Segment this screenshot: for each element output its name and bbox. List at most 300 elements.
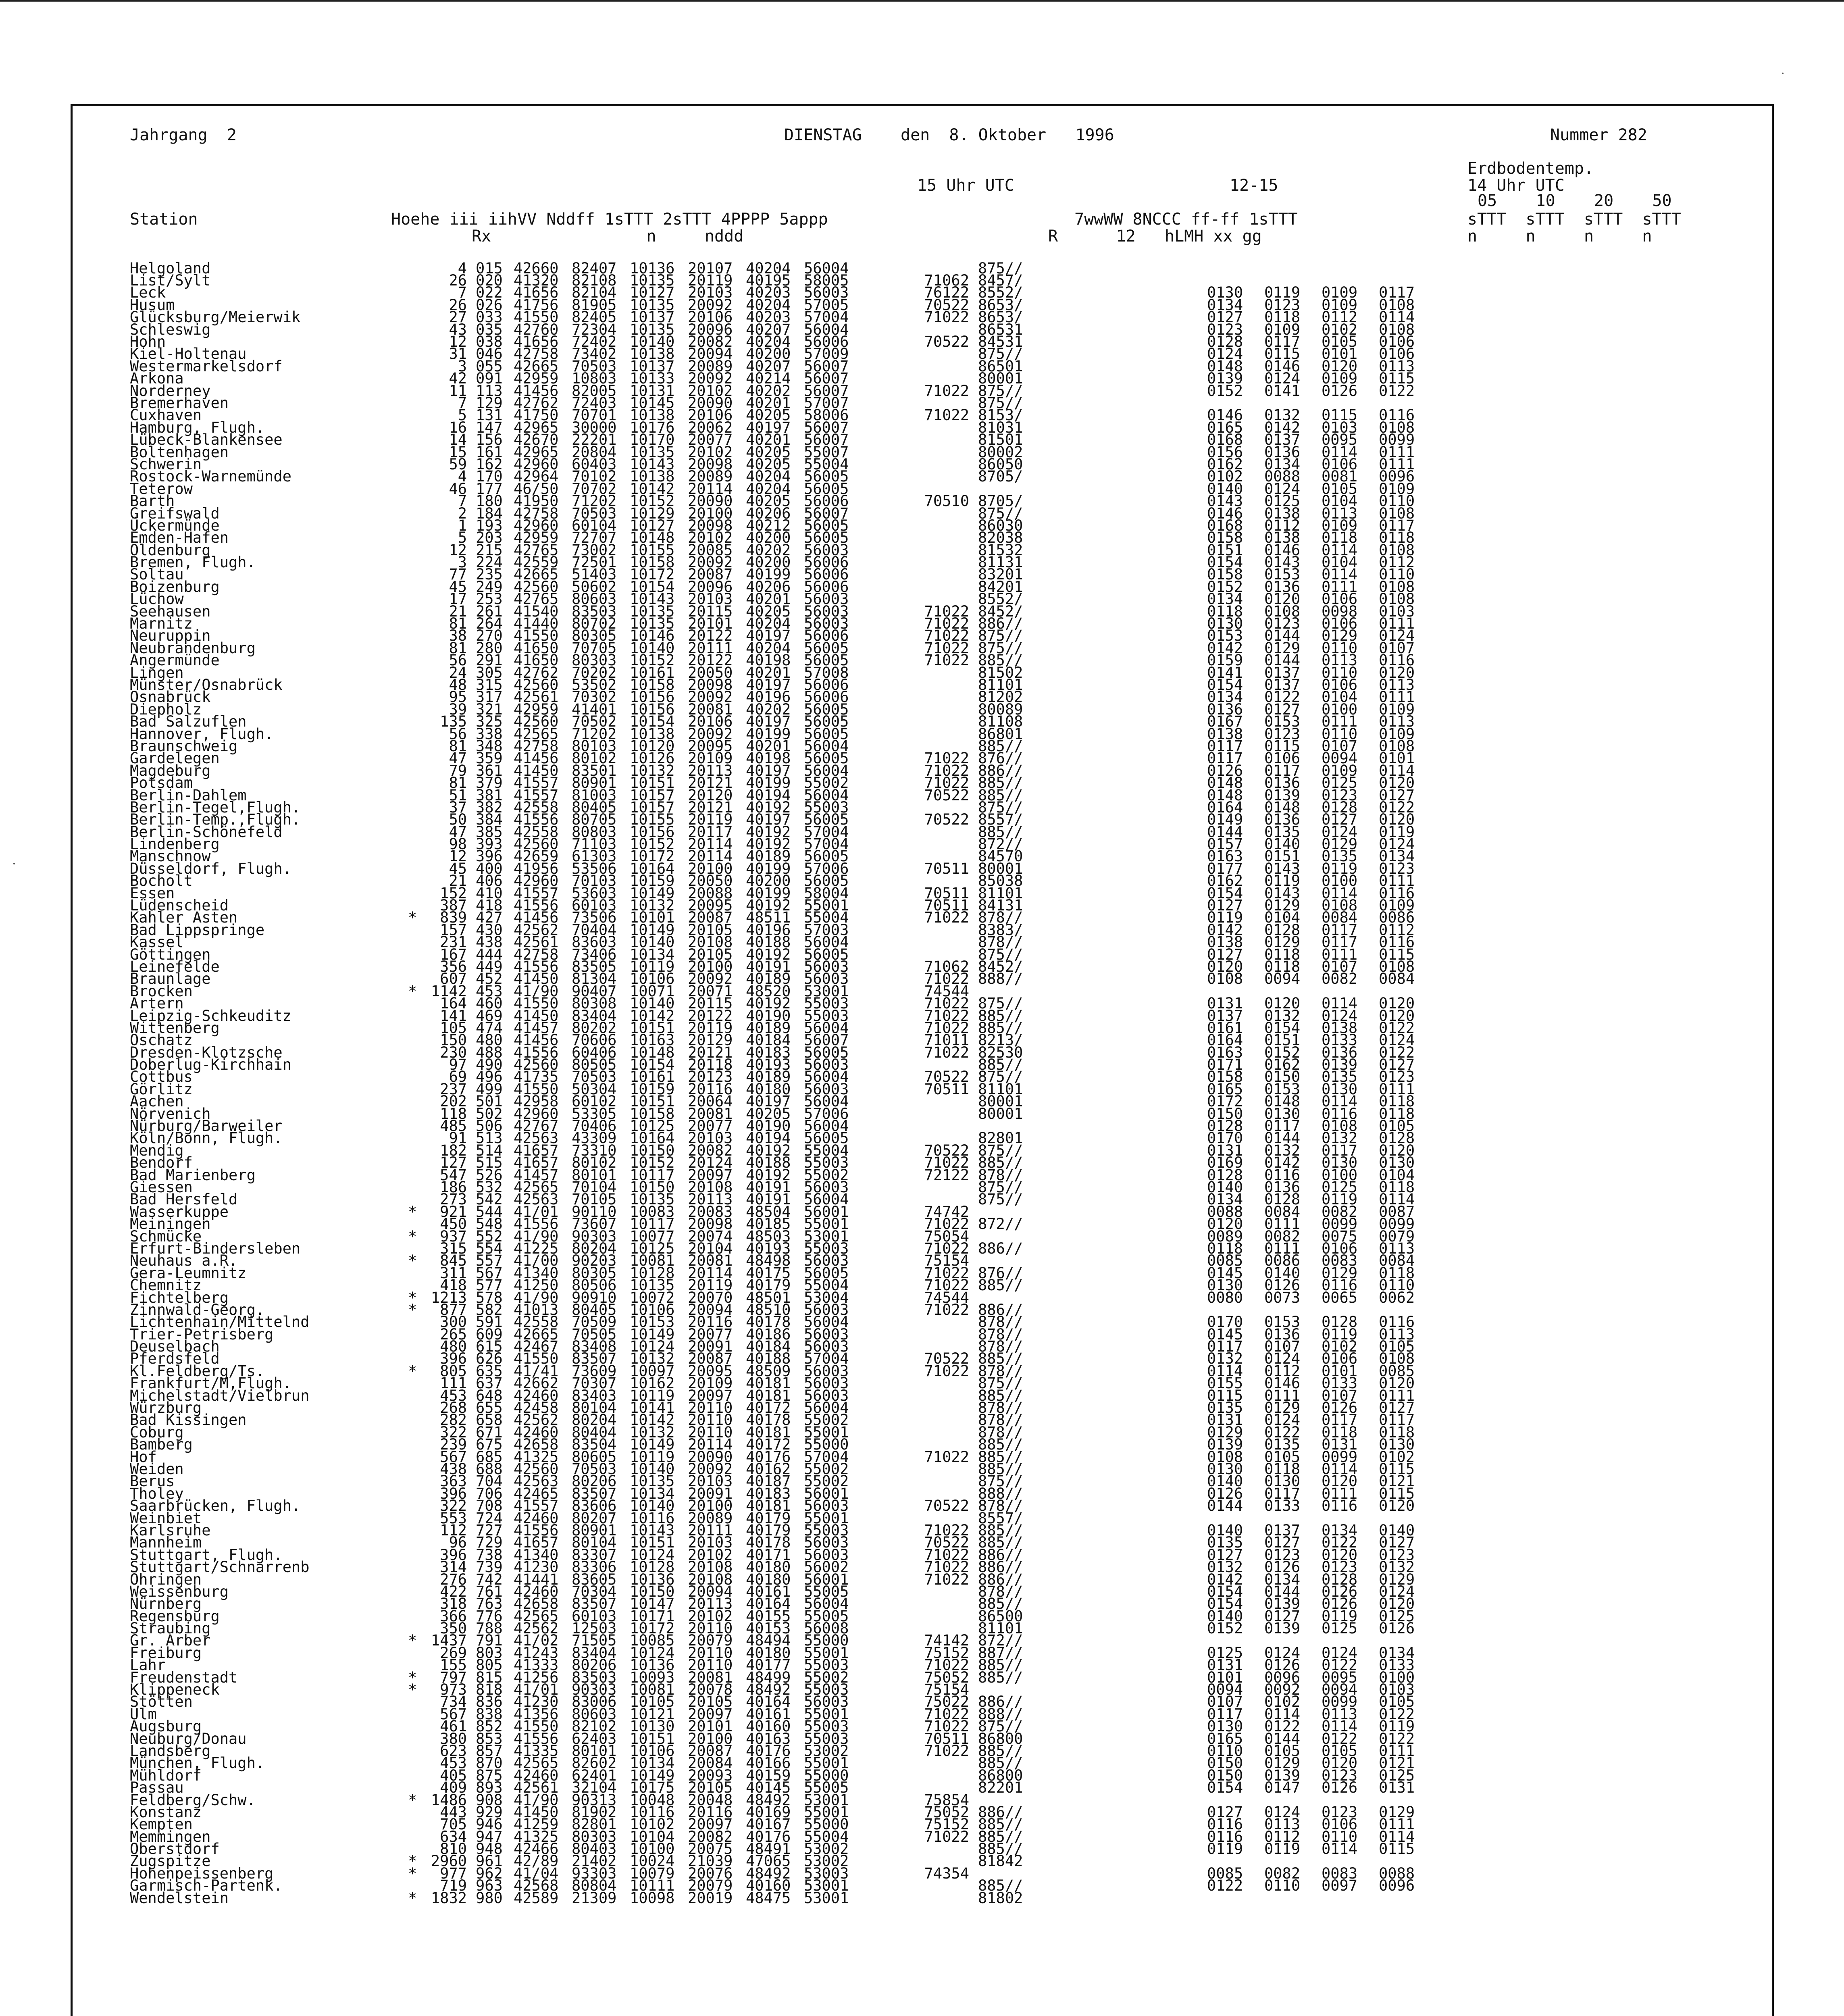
soil-temp-20cm: 0114: [1322, 884, 1358, 902]
group-iihvv: 41550: [514, 308, 559, 326]
group-5appp: 56004: [804, 321, 849, 338]
group-iihvv: 42563: [514, 1191, 559, 1208]
group-nddff: 70304: [572, 1583, 617, 1600]
group-iihvv: 41/90: [514, 982, 559, 1000]
station-height: 45: [449, 860, 467, 877]
column-soil-line1: sTTT sTTT sTTT sTTT: [1467, 210, 1681, 229]
soil-temp-5cm: 0148: [1207, 357, 1243, 375]
column-codes-line1: Hoehe iii iihVV Nddff 1sTTT 2sTTT 4PPPP 5appp: [391, 210, 828, 229]
station-name: Deuselbach: [130, 1338, 220, 1356]
group-5appp: 56005: [804, 750, 849, 767]
group-iihvv: 42765: [514, 590, 559, 608]
station-name: Düsseldorf, Flugh.: [130, 860, 291, 877]
group-2sttt: 20109: [688, 1375, 733, 1392]
soil-temp-20cm: 0105: [1322, 480, 1358, 498]
soil-temp-50cm: 0122: [1379, 798, 1415, 816]
group-4pppp: 40197: [746, 627, 791, 645]
station-index: 852: [476, 1718, 503, 1735]
group-8nccc: 84531: [978, 333, 1023, 351]
group-1sttt: 10150: [630, 1141, 675, 1159]
soil-temp-50cm: 0140: [1379, 1521, 1415, 1539]
group-8nccc: 8452/: [978, 958, 1023, 975]
soil-temp-5cm: 0138: [1207, 725, 1243, 743]
group-iihvv: 41/02: [514, 1632, 559, 1649]
group-4pppp: 40198: [746, 750, 791, 767]
soil-temp-50cm: 0125: [1379, 1766, 1415, 1784]
group-5appp: 55003: [804, 1681, 849, 1699]
station-name: Manschnow: [130, 848, 211, 865]
soil-temp-50cm: 0128: [1379, 1129, 1415, 1147]
group-nddff: 73506: [572, 909, 617, 927]
station-index: 962: [476, 1864, 503, 1882]
group-5appp: 57006: [804, 1105, 849, 1123]
group-2sttt: 20122: [688, 1007, 733, 1025]
station-name: Diepholz: [130, 700, 202, 718]
soil-temp-50cm: 0116: [1379, 1313, 1415, 1331]
group-5appp: 56004: [804, 737, 849, 755]
group-5appp: 53001: [804, 982, 849, 1000]
soil-temp-50cm: 0121: [1379, 1754, 1415, 1772]
group-5appp: 56003: [804, 615, 849, 633]
soil-temp-20cm: 0130: [1322, 1080, 1358, 1098]
station-name: Leipzig-Schkeuditz: [130, 1007, 291, 1025]
station-name: Kl.Feldberg/Ts.: [130, 1362, 265, 1380]
group-1sttt: 10170: [630, 431, 675, 449]
soil-temp-10cm: 0128: [1264, 1191, 1301, 1208]
soil-temp-5cm: 0146: [1207, 406, 1243, 424]
group-4pppp: 40175: [746, 1264, 791, 1282]
group-5appp: 56001: [804, 1570, 849, 1588]
station-name: Freiburg: [130, 1644, 202, 1662]
group-nddff: 70701: [572, 406, 617, 424]
table-row: [130, 835, 1767, 853]
soil-temp-5cm: 0135: [1207, 1534, 1243, 1552]
soil-temp-10cm: 0125: [1264, 492, 1301, 510]
column-soil-line2: n n n n: [1467, 227, 1652, 246]
group-5appp: 55000: [804, 1632, 849, 1649]
group-8nccc: 8557/: [978, 811, 1023, 829]
group-8nccc: 875//: [978, 394, 1023, 412]
group-2sttt: 20103: [688, 1534, 733, 1552]
soil-temp-10cm: 0143: [1264, 554, 1301, 571]
station-height: 26: [449, 296, 467, 314]
soil-temp-5cm: 0152: [1207, 1620, 1243, 1637]
group-5appp: 55003: [804, 1718, 849, 1735]
group-iihvv: 41656: [514, 333, 559, 351]
station-index: 325: [476, 713, 503, 731]
soil-temp-5cm: 0169: [1207, 1154, 1243, 1172]
group-1sttt: 10140: [630, 1460, 675, 1478]
soil-temp-20cm: 0109: [1322, 762, 1358, 779]
group-2sttt: 20120: [688, 786, 733, 804]
group-5appp: 55001: [804, 1423, 849, 1441]
group-1sttt: 10136: [630, 259, 675, 277]
group-4pppp: 40205: [746, 492, 791, 510]
group-1sttt: 10137: [630, 357, 675, 375]
station-height: 47: [449, 750, 467, 767]
group-5appp: 53003: [804, 1864, 849, 1882]
group-4pppp: 40188: [746, 933, 791, 951]
station-index: 836: [476, 1693, 503, 1711]
soil-temp-20cm: 0065: [1322, 1289, 1358, 1306]
soil-temp-50cm: 0120: [1379, 1497, 1415, 1515]
station-index: 591: [476, 1313, 503, 1331]
soil-temp-50cm: 0079: [1379, 1227, 1415, 1245]
group-1sttt: 10154: [630, 713, 675, 731]
group-nddff: 83501: [572, 762, 617, 779]
group-5appp: 53001: [804, 1877, 849, 1895]
station-index: 224: [476, 554, 503, 571]
group-1sttt: 10135: [630, 1472, 675, 1490]
station-height: 322: [440, 1423, 467, 1441]
group-7wwww: 71022: [924, 995, 969, 1012]
group-iihvv: 42465: [514, 1485, 559, 1502]
group-nddff: 20804: [572, 443, 617, 461]
station-name: Michelstadt/Vielbrun: [130, 1387, 310, 1404]
group-nddff: 22201: [572, 431, 617, 449]
group-iihvv: 41/90: [514, 1227, 559, 1245]
group-1sttt: 10152: [630, 835, 675, 853]
group-5appp: 56003: [804, 284, 849, 302]
group-iihvv: 41456: [514, 1031, 559, 1049]
group-iihvv: 41230: [514, 1558, 559, 1576]
group-5appp: 55003: [804, 1730, 849, 1747]
group-4pppp: 40204: [746, 296, 791, 314]
group-2sttt: 20062: [688, 419, 733, 436]
soil-temp-5cm: 0177: [1207, 860, 1243, 877]
soil-temp-10cm: 0136: [1264, 774, 1301, 792]
soil-temp-5cm: 0127: [1207, 1546, 1243, 1564]
table-row: [130, 1362, 1767, 1380]
group-2sttt: 20096: [688, 321, 733, 338]
group-1sttt: 10147: [630, 1595, 675, 1613]
soil-temp-50cm: 0099: [1379, 1215, 1415, 1233]
group-2sttt: 20094: [688, 345, 733, 363]
soil-temp-50cm: 0113: [1379, 1325, 1415, 1343]
group-1sttt: 10156: [630, 688, 675, 706]
group-8nccc: 885//: [978, 1460, 1023, 1478]
group-4pppp: 40179: [746, 1277, 791, 1294]
group-8nccc: 885//: [978, 1656, 1023, 1674]
soil-temp-10cm: 0148: [1264, 1093, 1301, 1110]
soil-temp-20cm: 0106: [1322, 590, 1358, 608]
group-iihvv: 41333: [514, 1656, 559, 1674]
group-8nccc: 81842: [978, 1852, 1023, 1870]
group-7wwww: 71022: [924, 1448, 969, 1466]
soil-temp-10cm: 0135: [1264, 823, 1301, 841]
group-4pppp: 40204: [746, 468, 791, 485]
station-name: Kempten: [130, 1816, 193, 1833]
group-2sttt: 20105: [688, 946, 733, 963]
group-1sttt: 10151: [630, 1730, 675, 1747]
soil-temp-50cm: 0111: [1379, 872, 1415, 890]
table-row: [130, 862, 1767, 875]
group-iihvv: 41450: [514, 1803, 559, 1821]
station-height: 15: [449, 443, 467, 461]
soil-temp-50cm: 0127: [1379, 1534, 1415, 1552]
group-1sttt: 10140: [630, 333, 675, 351]
group-4pppp: 40184: [746, 1338, 791, 1356]
soil-temp-10cm: 0117: [1264, 333, 1301, 351]
group-2sttt: 20092: [688, 296, 733, 314]
soil-temp-20cm: 0097: [1322, 1877, 1358, 1895]
soil-temp-5cm: 0119: [1207, 909, 1243, 927]
station-height: 95: [449, 688, 467, 706]
station-height: 276: [440, 1570, 467, 1588]
station-index: 815: [476, 1668, 503, 1686]
station-index: 788: [476, 1620, 503, 1637]
group-1sttt: 10132: [630, 1423, 675, 1441]
group-1sttt: 10085: [630, 1632, 675, 1649]
station-name: List/Sylt: [130, 272, 211, 289]
group-2sttt: 20098: [688, 516, 733, 534]
group-1sttt: 10079: [630, 1864, 675, 1882]
group-iihvv: 42560: [514, 1460, 559, 1478]
table-row: [130, 1080, 1767, 1098]
soil-temp-5cm: 0158: [1207, 566, 1243, 583]
soil-temp-5cm: 0117: [1207, 1338, 1243, 1356]
group-4pppp: 40189: [746, 1068, 791, 1086]
group-2sttt: 20117: [688, 823, 733, 841]
group-1sttt: 10135: [630, 321, 675, 338]
group-nddff: 70104: [572, 1179, 617, 1196]
group-nddff: 80104: [572, 1534, 617, 1552]
group-1sttt: 10153: [630, 1313, 675, 1331]
group-nddff: 60403: [572, 455, 617, 473]
group-iihvv: 42758: [514, 946, 559, 963]
station-height: 877: [440, 1301, 467, 1318]
group-nddff: 80204: [572, 1239, 617, 1257]
group-7wwww: 71022: [924, 652, 969, 669]
group-iihvv: 41557: [514, 884, 559, 902]
group-8nccc: 878//: [978, 1399, 1023, 1417]
soil-temp-20cm: 0117: [1322, 1141, 1358, 1159]
soil-temp-20cm: 0134: [1322, 1521, 1358, 1539]
group-nddff: 90303: [572, 1227, 617, 1245]
group-8nccc: 885//: [978, 1816, 1023, 1833]
station-height: 45: [449, 578, 467, 596]
group-8nccc: 81101: [978, 884, 1023, 902]
table-row: [130, 578, 1767, 596]
station-index: 379: [476, 774, 503, 792]
group-7wwww: 70522: [924, 1497, 969, 1515]
group-2sttt: 20104: [688, 1239, 733, 1257]
station-height: 21: [449, 872, 467, 890]
soil-temp-50cm: 0086: [1379, 909, 1415, 927]
station-height: 839: [440, 909, 467, 927]
group-iihvv: 41325: [514, 1448, 559, 1466]
group-4pppp: 40201: [746, 431, 791, 449]
group-5appp: 56004: [804, 1068, 849, 1086]
soil-temp-50cm: 0117: [1379, 1411, 1415, 1429]
group-4pppp: 40164: [746, 1693, 791, 1711]
station-name: Schwerin: [130, 455, 202, 473]
group-1sttt: 10157: [630, 798, 675, 816]
group-5appp: 55001: [804, 1705, 849, 1723]
soil-temp-5cm: 0154: [1207, 554, 1243, 571]
station-height: 4: [458, 259, 467, 277]
station-index: 305: [476, 664, 503, 681]
station-name: Garmisch-Partenk.: [130, 1877, 283, 1895]
group-1sttt: 10134: [630, 1754, 675, 1772]
group-4pppp: 40199: [746, 860, 791, 877]
group-nddff: 70105: [572, 1191, 617, 1208]
station-height: 1213: [431, 1289, 467, 1306]
soil-temp-5cm: 0117: [1207, 737, 1243, 755]
soil-temp-10cm: 0122: [1264, 1423, 1301, 1441]
group-5appp: 57007: [804, 394, 849, 412]
station-index: 499: [476, 1080, 503, 1098]
station-name: Seehausen: [130, 602, 211, 620]
group-7wwww: 70522: [924, 1068, 969, 1086]
group-7wwww: 74544: [924, 982, 969, 1000]
table-row: [130, 1607, 1767, 1625]
group-4pppp: 40186: [746, 1325, 791, 1343]
soil-temp-5cm: 0137: [1207, 1007, 1243, 1025]
group-4pppp: 40193: [746, 1239, 791, 1257]
station-height: 268: [440, 1399, 467, 1417]
jahrgang-label: Jahrgang 2: [130, 126, 237, 144]
station-height: 77: [449, 566, 467, 583]
group-iihvv: 41356: [514, 1705, 559, 1723]
group-4pppp: 48499: [746, 1668, 791, 1686]
group-iihvv: 41657: [514, 1141, 559, 1159]
group-iihvv: 41/90: [514, 1289, 559, 1306]
soil-temp-50cm: 0115: [1379, 1460, 1415, 1478]
station-index: 961: [476, 1852, 503, 1870]
group-4pppp: 48492: [746, 1864, 791, 1882]
soil-temp-20cm: 0083: [1322, 1864, 1358, 1882]
group-8nccc: 885//: [978, 786, 1023, 804]
group-8nccc: 8705/: [978, 492, 1023, 510]
group-nddff: 80803: [572, 823, 617, 841]
soil-temp-50cm: 0108: [1379, 958, 1415, 975]
soil-temp-50cm: 0112: [1379, 554, 1415, 571]
soil-temp-5cm: 0122: [1207, 1877, 1243, 1895]
soil-temp-10cm: 0136: [1264, 1325, 1301, 1343]
soil-temp-10cm: 0141: [1264, 382, 1301, 400]
soil-temp-20cm: 0107: [1322, 958, 1358, 975]
group-2sttt: 20096: [688, 578, 733, 596]
group-nddff: 53603: [572, 884, 617, 902]
soil-temp-20cm: 0117: [1322, 921, 1358, 939]
group-8nccc: 878//: [978, 1166, 1023, 1184]
station-name: Meiningen: [130, 1215, 211, 1233]
group-nddff: 83307: [572, 1546, 617, 1564]
group-4pppp: 40202: [746, 541, 791, 559]
group-nddff: 70302: [572, 688, 617, 706]
station-height: 311: [440, 1264, 467, 1282]
observation-time: 15 Uhr UTC: [917, 176, 1014, 195]
group-2sttt: 20092: [688, 554, 733, 571]
group-nddff: 82102: [572, 1718, 617, 1735]
soil-temp-5cm: 0129: [1207, 1423, 1243, 1441]
soil-temp-20cm: 0114: [1322, 541, 1358, 559]
group-8nccc: 885//: [978, 1668, 1023, 1686]
soil-temp-20cm: 0105: [1322, 333, 1358, 351]
group-1sttt: 10172: [630, 566, 675, 583]
station-height: 318: [440, 1595, 467, 1613]
table-row: [130, 1570, 1767, 1588]
soil-temp-5cm: 0134: [1207, 1191, 1243, 1208]
group-1sttt: 10151: [630, 774, 675, 792]
group-7wwww: 71022: [924, 1718, 969, 1735]
group-8nccc: 82038: [978, 529, 1023, 547]
soil-temp-50cm: 0111: [1379, 443, 1415, 461]
soil-temp-20cm: 0104: [1322, 492, 1358, 510]
group-2sttt: 20087: [688, 566, 733, 583]
station-height: 127: [440, 1154, 467, 1172]
group-iihvv: 42562: [514, 921, 559, 939]
group-nddff: 53305: [572, 1105, 617, 1123]
soil-temp-5cm: 0108: [1207, 970, 1243, 988]
table-row: [130, 357, 1767, 375]
group-nddff: 73406: [572, 946, 617, 963]
station-height: 69: [449, 1068, 467, 1086]
group-2sttt: 20106: [688, 308, 733, 326]
group-nddff: 83503: [572, 1668, 617, 1686]
station-name: Konstanz: [130, 1803, 202, 1821]
group-iihvv: 41335: [514, 1742, 559, 1760]
soil-temp-20cm: 0106: [1322, 1239, 1358, 1257]
group-4pppp: 40205: [746, 455, 791, 473]
table-row: [130, 431, 1767, 449]
group-iihvv: 41225: [514, 1239, 559, 1257]
soil-temp-5cm: 0145: [1207, 1325, 1243, 1343]
station-name: Nörvenich: [130, 1105, 211, 1123]
soil-temp-10cm: 0124: [1264, 370, 1301, 387]
group-1sttt: 10120: [630, 737, 675, 755]
group-4pppp: 40191: [746, 1179, 791, 1196]
group-iihvv: 42565: [514, 1607, 559, 1625]
table-row: [130, 786, 1767, 804]
group-8nccc: 84201: [978, 578, 1023, 596]
soil-temp-50cm: 0112: [1379, 921, 1415, 939]
group-4pppp: 48494: [746, 1632, 791, 1649]
soil-temp-20cm: 0126: [1322, 1779, 1358, 1797]
group-5appp: 56003: [804, 1375, 849, 1392]
group-4pppp: 48492: [746, 1791, 791, 1809]
soil-temp-20cm: 0118: [1322, 1423, 1358, 1441]
group-iihvv: 42670: [514, 431, 559, 449]
station-index: 453: [476, 982, 503, 1000]
group-2sttt: 20019: [688, 1889, 733, 1907]
group-2sttt: 20084: [688, 1754, 733, 1772]
station-index: 948: [476, 1840, 503, 1858]
group-nddff: 83606: [572, 1497, 617, 1515]
group-4pppp: 48475: [746, 1889, 791, 1907]
station-index: 147: [476, 419, 503, 436]
soil-temp-50cm: 0085: [1379, 1362, 1415, 1380]
station-height: 405: [440, 1766, 467, 1784]
soil-temp-20cm: 0113: [1322, 504, 1358, 522]
group-1sttt: 10152: [630, 652, 675, 669]
group-5appp: 56002: [804, 1558, 849, 1576]
soil-temp-10cm: 0139: [1264, 1595, 1301, 1613]
station-name: Brocken: [130, 982, 193, 1000]
station-name: Cottbus: [130, 1068, 193, 1086]
station-index: 738: [476, 1546, 503, 1564]
group-iihvv: 41457: [514, 1019, 559, 1037]
group-5appp: 56003: [804, 1534, 849, 1552]
station-height: 634: [440, 1828, 467, 1845]
station-name: Bad Hersfeld: [130, 1191, 238, 1208]
group-1sttt: 10100: [630, 1840, 675, 1858]
soil-temp-10cm: 0111: [1264, 1239, 1301, 1257]
group-8nccc: 886//: [978, 1803, 1023, 1821]
soil-temp-5cm: 0140: [1207, 1521, 1243, 1539]
soil-temp-5cm: 0126: [1207, 1485, 1243, 1502]
